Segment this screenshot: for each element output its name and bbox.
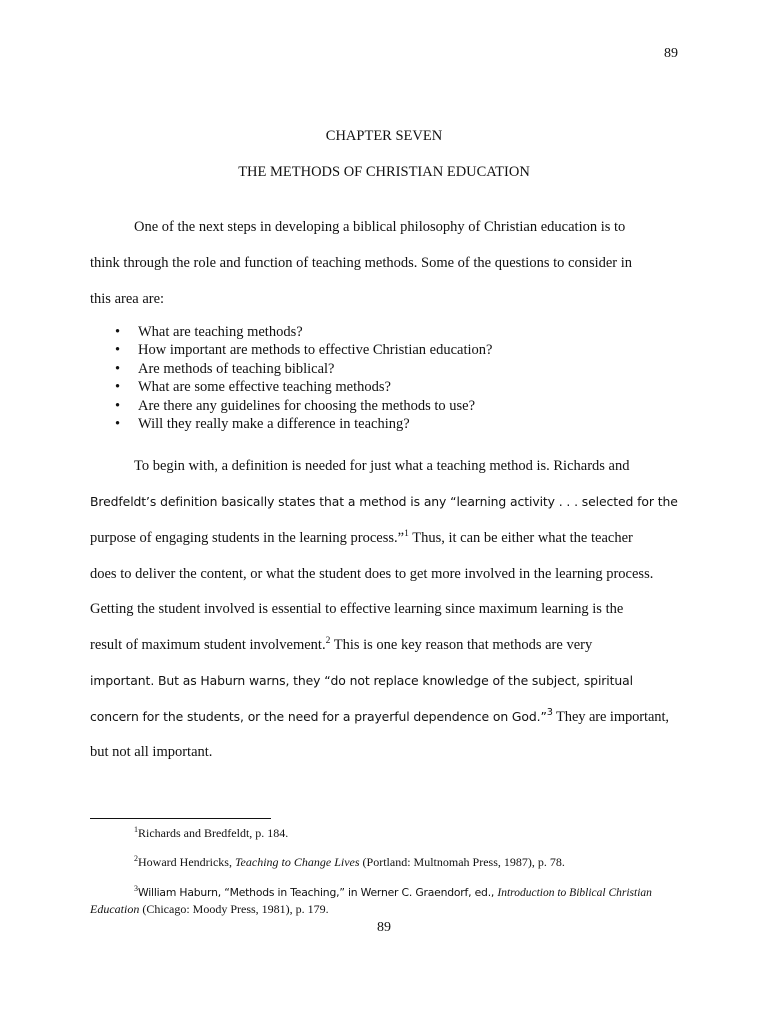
footnote-3-line-2: Education (Chicago: Moody Press, 1981), p. 179. [90, 902, 329, 916]
footnote-1: $^1$Richards and Bredfeldt, p. 184. [134, 825, 289, 840]
footnote-3-line-1: $^3$William Haburn, “Methods in Teaching,” in Werner C. Graendorf, ed., Introduction to Biblical Christian [134, 884, 652, 899]
intro-line-2: think through the role and function of teaching methods. Some of the questions to consider in [90, 255, 633, 271]
body-line-8: concern for the students, or the need for a prayerful dependence on God.”$^3$ They are important, [90, 707, 669, 725]
footnote-2: $^2$Howard Hendricks, Teaching to Change Lives (Portland: Multnomah Press, 1987), p. 78. [134, 854, 565, 869]
bullet-icon: • [115, 324, 121, 340]
page-number-bottom: 89 [377, 920, 391, 935]
list-item: • Are there any guidelines for choosing the methods to use? [115, 397, 476, 414]
bullet-icon: • [115, 379, 121, 396]
body-line-5: Getting the student involved is essential to effective learning since maximum learning is the [90, 601, 624, 617]
bullet-icon: • [115, 397, 121, 414]
footnote-divider [90, 818, 271, 819]
intro-line-3: this area are: [90, 291, 165, 307]
body-line-9: but not all important. [90, 744, 213, 760]
list-item: • Are methods of teaching biblical? [115, 360, 335, 377]
body-line-6: result of maximum student involvement.$^2$ This is one key reason that methods are very [90, 636, 593, 653]
footnote-ref-2: 2 [325, 636, 331, 646]
chapter-number: CHAPTER SEVEN [325, 128, 443, 144]
body-line-1: To begin with, a definition is needed for just what a teaching method is. Richards and [134, 458, 630, 474]
list-item: • How important are methods to effective Christian education? [115, 342, 493, 359]
body-line-7: important. But as Haburn warns, they “do not replace knowledge of the subject, spiritual [90, 673, 633, 688]
question-list [115, 323, 492, 433]
intro-line-1: One of the next steps in developing a biblical philosophy of Christian education is to [134, 219, 626, 235]
bullet-icon: • [115, 342, 121, 359]
list-item: • Will they really make a difference in teaching? [115, 415, 410, 432]
list-item: • What are some effective teaching methods? [115, 379, 391, 396]
chapter-title: THE METHODS OF CHRISTIAN EDUCATION [238, 164, 530, 180]
list-item: • What are teaching methods? [115, 324, 303, 340]
bullet-icon: • [115, 360, 121, 377]
footnote-ref-3: 3 [546, 707, 553, 718]
body-line-3: purpose of engaging students in the learning process.”$^1$ Thus, it can be either what the teacher [90, 529, 633, 546]
bullet-icon: • [115, 415, 121, 432]
footnote-ref-1: 1 [404, 529, 409, 539]
page-number-top: 89 [664, 46, 678, 61]
body-line-4: does to deliver the content, or what the student does to get more involved in the learning process. [90, 566, 654, 582]
body-line-2: Bredfeldt’s definition basically states that a method is any “learning activity . . . selected for the [90, 494, 678, 509]
